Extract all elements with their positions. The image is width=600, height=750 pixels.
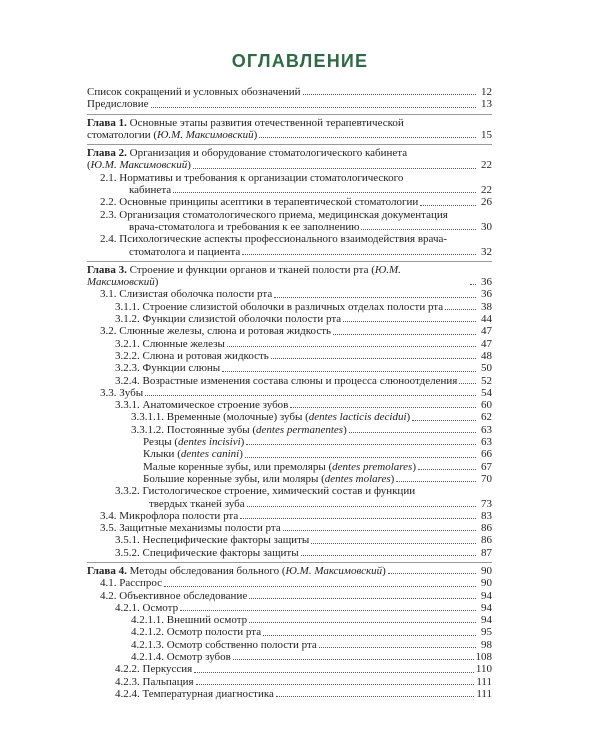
toc-entry[interactable]: 3.4. Микрофлора полости рта 83 (100, 509, 492, 522)
toc-entry[interactable]: 4.2.1.3. Осмотр собственно полости рта 98 (131, 638, 492, 651)
toc-entry[interactable]: Большие коренные зубы, или моляры (dentes molares) 70 (143, 472, 492, 485)
toc-entry[interactable]: 3.3.1.1. Временные (молочные) зубы (dentes lacticis decidui) 62 (131, 411, 492, 424)
toc-entry[interactable]: 3.2.1. Слюнные железы 47 (115, 337, 492, 350)
toc-entry[interactable]: 3.3.2. Гистологическое строение, химический состав и функции твердых тканей зуба 73 (115, 485, 492, 510)
toc-entry[interactable]: 3.2.2. Слюна и ротовая жидкость 48 (115, 349, 492, 362)
divider (87, 562, 492, 563)
divider (87, 114, 492, 115)
toc-entry[interactable]: 2.2. Основные принципы асептики в терапевтической стоматологии 26 (100, 196, 492, 209)
toc-entry[interactable]: 3.2. Слюнные железы, слюна и ротовая жидкость 47 (100, 325, 492, 338)
toc-entry-chapter-2[interactable]: Глава 2. Организация и оборудование стоматологического кабинета (Ю.М. Максимовский) 22 (87, 147, 492, 172)
toc-entry[interactable]: 4.2.4. Температурная диагностика 111 (115, 687, 492, 700)
toc-entry[interactable]: Клыки (dentes canini) 66 (143, 448, 492, 461)
toc-entry-chapter-4[interactable]: Глава 4. Методы обследования больного (Ю.М. Максимовский) 90 (87, 564, 492, 577)
toc-entry-chapter-1[interactable]: Глава 1. Основные этапы развития отечественной терапевтической стоматологии (Ю.М. Максимовский) 15 (87, 116, 492, 141)
toc-entry[interactable]: 3.5. Защитные механизмы полости рта 86 (100, 522, 492, 535)
toc-entry[interactable]: 4.2. Объективное обследование 94 (100, 589, 492, 602)
divider (87, 144, 492, 145)
toc-entry[interactable]: 3.1. Слизистая оболочка полости рта 36 (100, 288, 492, 301)
toc-entry[interactable]: 3.3.1.2. Постоянные зубы (dentes permanentes) 63 (131, 423, 492, 436)
toc-entry[interactable]: 4.2.1.4. Осмотр зубов 108 (131, 651, 492, 664)
toc-entry[interactable]: 3.2.4. Возрастные изменения состава слюны и процесса слюноотделения 52 (115, 374, 492, 387)
toc-entry[interactable]: 3.3.1. Анатомическое строение зубов 60 (115, 399, 492, 412)
toc-entry[interactable]: 4.2.1.2. Осмотр полости рта 95 (131, 626, 492, 639)
toc-entry[interactable]: Предисловие 13 (87, 98, 492, 111)
toc-entry[interactable]: 4.2.3. Пальпация 111 (115, 675, 492, 688)
toc-entry[interactable]: 2.1. Нормативы и требования к организации стоматологического кабинета 22 (100, 171, 492, 197)
page-title: ОГЛАВЛЕНИЕ (231, 51, 369, 71)
toc-entry-chapter-3[interactable]: Глава 3. Строение и функции органов и тканей полости рта (Ю.М. Максимовский) 36 (87, 263, 492, 289)
toc-entry[interactable]: 3.1.2. Функции слизистой оболочки полости рта 44 (115, 313, 492, 326)
toc-entry[interactable]: 3.3. Зубы 54 (100, 386, 492, 399)
toc-entry[interactable]: Список сокращений и условных обозначений 12 (87, 86, 492, 98)
toc-entry[interactable]: 3.5.2. Специфические факторы защиты 87 (115, 546, 492, 559)
toc-entry[interactable]: 4.1. Расспрос 90 (100, 577, 492, 590)
toc-entry[interactable]: 4.2.2. Перкуссия 110 (115, 663, 492, 676)
toc-entry[interactable]: 2.3. Организация стоматологического приема, медицинская документация врача-стоматолога и требования к ее заполнению 30 (100, 208, 492, 233)
toc-entry[interactable]: 3.5.1. Неспецифические факторы защиты 86 (115, 534, 492, 547)
table-of-contents (87, 86, 492, 700)
toc-entry[interactable]: Резцы (dentes incisivi) 63 (143, 436, 492, 449)
toc-entry[interactable]: 3.2.3. Функции слюны 50 (115, 362, 492, 375)
toc-entry[interactable]: 4.2.1. Осмотр 94 (115, 601, 492, 614)
toc-entry[interactable]: 3.1.1. Строение слизистой оболочки в различных отделах полости рта 38 (115, 300, 492, 313)
divider (87, 261, 492, 262)
toc-entry[interactable]: 4.2.1.1. Внешний осмотр 94 (131, 614, 492, 627)
toc-entry[interactable]: Малые коренные зубы, или премоляры (dentes premolares) 67 (143, 460, 492, 473)
toc-entry[interactable]: 2.4. Психологические аспекты профессионального взаимодействия врача- стоматолога и пациента 32 (100, 233, 492, 258)
